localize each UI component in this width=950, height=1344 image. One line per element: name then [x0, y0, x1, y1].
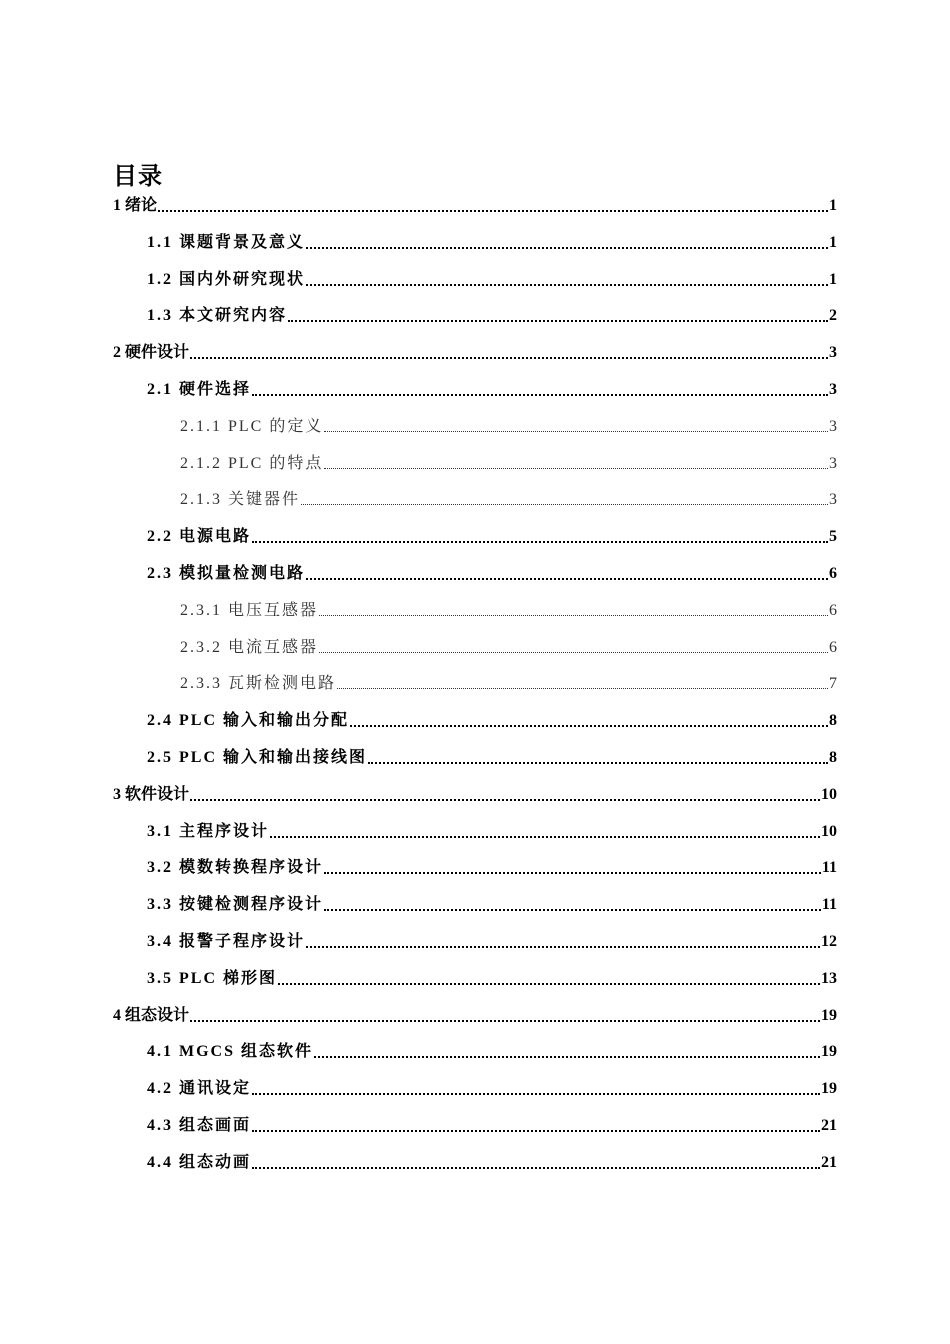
toc-entry-label: 2.3 模拟量检测电路: [147, 565, 306, 582]
dot-leader: [278, 983, 820, 985]
toc-entry-page-number: 1: [829, 197, 837, 214]
toc-entry-label: 3.5 PLC 梯形图: [147, 969, 278, 987]
toc-entry-level2[interactable]: [147, 231, 837, 255]
toc-entry-label: 4.3 组态画面: [147, 1117, 252, 1134]
toc-entry-level2[interactable]: [147, 525, 837, 549]
toc-entry-label: 1 绪论: [113, 197, 158, 214]
dot-leader: [301, 504, 828, 505]
toc-entry-label: 3.4 报警子程序设计: [147, 933, 306, 950]
dot-leader: [306, 247, 828, 249]
toc-entry-label: 4.1 MGCS 组态软件: [147, 1043, 314, 1061]
toc-entry-level1[interactable]: [113, 194, 837, 218]
toc-entry-label: 2.1.2 PLC 的特点: [180, 454, 324, 472]
toc-entry-label: 3.3 按键检测程序设计: [147, 896, 324, 914]
toc-entry-page-number: 1: [829, 270, 837, 288]
toc-entry-page-number: 6: [829, 601, 837, 619]
toc-entry-level3[interactable]: [180, 672, 837, 696]
dot-leader: [158, 210, 828, 212]
dot-leader: [324, 909, 821, 911]
toc-entry-page-number: 10: [821, 822, 837, 840]
toc-entry-page-number: 21: [821, 1117, 837, 1134]
dot-leader: [324, 872, 821, 874]
dot-leader: [324, 468, 828, 469]
dot-leader: [190, 357, 828, 359]
toc-title: 目录: [113, 162, 163, 190]
toc-entry-level2[interactable]: [147, 820, 837, 844]
dot-leader: [350, 725, 828, 727]
toc-entry-page-number: 7: [829, 675, 837, 693]
dot-leader: [314, 1056, 820, 1058]
toc-entry-level1[interactable]: [113, 1004, 837, 1028]
toc-entry-label: 2.3.3 瓦斯检测电路: [180, 675, 337, 693]
toc-entry-level2[interactable]: [147, 856, 837, 880]
toc-entry-level2[interactable]: [147, 1040, 837, 1064]
toc-entry-level2[interactable]: [147, 562, 837, 586]
toc-entry-page-number: 3: [829, 491, 837, 509]
toc-entry-page-number: 11: [821, 896, 837, 914]
dot-leader: [306, 578, 828, 580]
dot-leader: [252, 541, 828, 543]
toc-entry-page-number: 13: [821, 969, 837, 987]
toc-entry-level2[interactable]: [147, 268, 837, 292]
dot-leader: [252, 1093, 820, 1095]
toc-entry-page-number: 10: [821, 785, 837, 803]
dot-leader: [252, 1130, 820, 1132]
toc-entry-label: 2.4 PLC 输入和输出分配: [147, 712, 350, 730]
toc-entry-level2[interactable]: [147, 930, 837, 954]
toc-entry-level1[interactable]: [113, 783, 837, 807]
dot-leader: [319, 652, 828, 653]
toc-entry-label: 2.1.1 PLC 的定义: [180, 417, 324, 435]
toc-entry-page-number: 5: [829, 528, 837, 546]
toc-entry-level2[interactable]: [147, 1151, 837, 1175]
dot-leader: [306, 946, 820, 948]
dot-leader: [252, 1167, 820, 1169]
toc-entry-page-number: 19: [821, 1006, 837, 1024]
dot-leader: [319, 615, 828, 616]
toc-entry-page-number: 3: [829, 344, 837, 362]
toc-entry-label: 2.2 电源电路: [147, 528, 252, 546]
toc-entry-level1[interactable]: [113, 341, 837, 365]
toc-entry-page-number: 19: [821, 1080, 837, 1098]
toc-entry-page-number: 19: [821, 1043, 837, 1061]
toc-entry-page-number: 3: [829, 417, 837, 435]
toc-entry-page-number: 8: [829, 712, 837, 730]
toc-entry-page-number: 6: [829, 638, 837, 656]
toc-entry-label: 2.1 硬件选择: [147, 381, 252, 398]
toc-entry-level2[interactable]: [147, 1077, 837, 1101]
toc-entry-label: 1.2 国内外研究现状: [147, 270, 306, 288]
dot-leader: [252, 394, 828, 396]
dot-leader: [324, 431, 828, 432]
toc-entry-level2[interactable]: [147, 746, 837, 770]
toc-entry-level3[interactable]: [180, 452, 837, 476]
toc-entry-page-number: 12: [821, 933, 837, 950]
toc-entry-level3[interactable]: [180, 599, 837, 623]
dot-leader: [190, 799, 820, 801]
toc-entry-level2[interactable]: [147, 967, 837, 991]
toc-entry-page-number: 3: [829, 381, 837, 398]
toc-entry-label: 2.5 PLC 输入和输出接线图: [147, 749, 368, 766]
toc-entry-level2[interactable]: [147, 893, 837, 917]
toc-entry-level3[interactable]: [180, 415, 837, 439]
toc-entry-label: 2.3.1 电压互感器: [180, 601, 319, 619]
toc-entry-page-number: 6: [829, 565, 837, 582]
dot-leader: [288, 320, 828, 322]
dot-leader: [337, 688, 828, 689]
toc-entry-label: 4.4 组态动画: [147, 1153, 252, 1171]
toc-entry-page-number: 2: [829, 307, 837, 325]
dot-leader: [270, 836, 820, 838]
toc-entry-level2[interactable]: [147, 304, 837, 328]
toc-entry-page-number: 3: [829, 454, 837, 472]
toc-entry-page-number: 21: [821, 1153, 837, 1171]
toc-entry-label: 4.2 通讯设定: [147, 1080, 252, 1098]
toc-entry-label: 2.1.3 关键器件: [180, 491, 301, 509]
toc-entry-page-number: 11: [821, 859, 837, 877]
toc-entry-page-number: 8: [829, 749, 837, 766]
toc-entry-label: 1.1 课题背景及意义: [147, 233, 306, 251]
toc-entry-page-number: 1: [829, 233, 837, 251]
toc-entry-level2[interactable]: [147, 1114, 837, 1138]
dot-leader: [190, 1020, 820, 1022]
toc-entry-level3[interactable]: [180, 636, 837, 660]
toc-entry-label: 3.2 模数转换程序设计: [147, 859, 324, 877]
dot-leader: [306, 284, 828, 286]
toc-entry-label: 4 组态设计: [113, 1006, 190, 1024]
toc-entry-level3[interactable]: [180, 488, 837, 512]
toc-entry-label: 1.3 本文研究内容: [147, 307, 288, 325]
toc-entry-label: 2.3.2 电流互感器: [180, 638, 319, 656]
toc-entry-label: 3.1 主程序设计: [147, 822, 270, 840]
toc-entry-level2[interactable]: [147, 378, 837, 402]
dot-leader: [368, 762, 828, 764]
toc-entry-label: 2 硬件设计: [113, 344, 190, 362]
toc-entry-level2[interactable]: [147, 709, 837, 733]
toc-entry-label: 3 软件设计: [113, 785, 190, 803]
